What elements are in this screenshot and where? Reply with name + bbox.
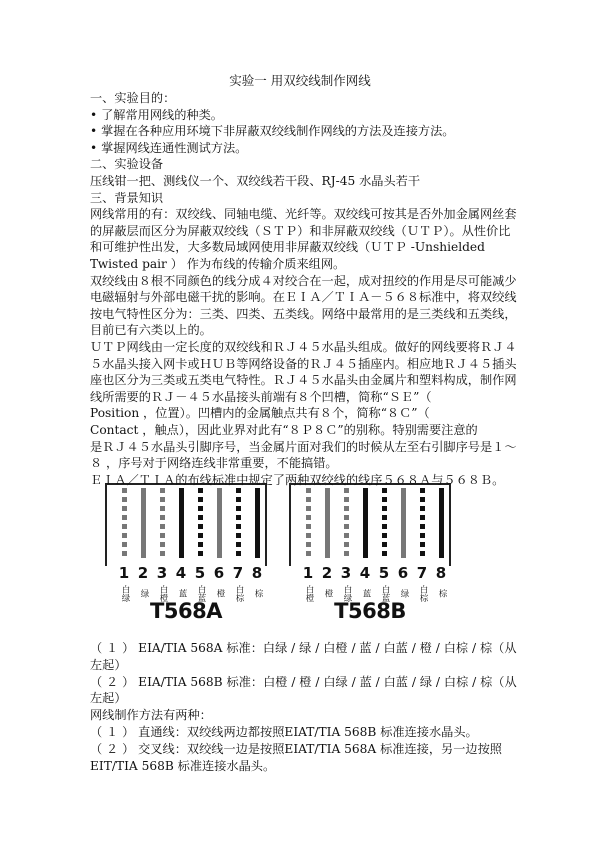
t568b-diagram: [288, 482, 452, 628]
text-line: （ １ ） EIA/TIA 568A 标准：白绿 / 绿 / 白橙 / 蓝 / 白蓝 / 橙 / 白棕 / 棕（从: [90, 641, 517, 655]
wire-6: [401, 488, 406, 558]
pin-number: 7: [232, 564, 244, 582]
text-line: 座也区分为三类或五类电气特性。ＲＪ４５水晶头由金属片和塑料构成，制作网: [90, 373, 517, 388]
wire-color-label: 白绿: [120, 584, 130, 602]
text-line: 压线钳一把、测线仪一个、双绞线若干段、RJ-45 水晶头若干: [90, 174, 421, 188]
text-line: EIT/TIA 568B 标准连接水晶头。: [90, 758, 276, 773]
text-line: 三、背景知识: [90, 190, 164, 205]
text-line: ＥＩＡ／ＴＩＡ的布线标准中规定了两种双绞线的线序５６８Ａ与５６８Ｂ。: [90, 472, 505, 487]
pin-number: 2: [137, 564, 149, 582]
pin-number: 3: [340, 564, 352, 582]
t568b-connector-outline: [288, 482, 452, 572]
text-line: ８ ，序号对于网络连线非常重要，不能搞错。: [90, 456, 338, 471]
pin-number: 1: [118, 564, 130, 582]
text-line: （ ２ ） EIA/TIA 568B 标准：白橙 / 橙 / 白绿 / 蓝 / 白蓝 / 绿 / 白棕 / 棕（从: [90, 674, 517, 689]
pin-number: 6: [397, 564, 409, 582]
text-line: • 掌握网线连通性测试方法。: [90, 140, 248, 155]
wire-color-label: 绿: [139, 588, 149, 598]
text-line: 电磁辐射与外部电磁干扰的影响。在ＥＩＡ／ＴＩＡ－５６８标准中，将双绞线: [90, 290, 517, 305]
text-line: ５水晶头接入网卡或ＨＵＢ等网络设备的ＲＪ４５插座内。相应地ＲＪ４５插头: [90, 356, 517, 371]
wire-color-label: 棕: [437, 588, 447, 598]
wire-7: [420, 488, 425, 558]
wire-color-label: 橙: [215, 588, 225, 598]
text-line: • 掌握在各种应用环境下非屏蔽双绞线制作网线的方法及连接方法。: [90, 124, 455, 139]
pin-number: 5: [194, 564, 206, 582]
wire-color-label: 白绿: [342, 584, 352, 602]
wire-7: [236, 488, 241, 558]
wire-color-label: 白蓝: [380, 584, 390, 602]
text-line: 双绞线由８根不同颜色的线分成４对绞合在一起，成对扭绞的作用是尽可能减少: [90, 273, 517, 288]
wire-3: [160, 488, 165, 558]
text-line: Position ，位置）。凹槽内的金属触点共有８个，简称“８Ｃ”（: [90, 406, 430, 421]
wire-8: [439, 488, 444, 558]
pin-number: 8: [435, 564, 447, 582]
text-line: ＵＴＰ网线由一定长度的双绞线和ＲＪ４５水晶头组成。做好的网线要将ＲＪ４: [90, 340, 517, 354]
text-line: 的屏蔽层而区分为屏蔽双绞线（ＳＴＰ）和非屏蔽双绞线（ＵＴＰ）。从性价比: [90, 223, 511, 238]
document-title: 实验一 用双绞线制作网线: [229, 73, 371, 88]
text-line: （ １ ） 直通线：双绞线两边都按照EIAT/TIA 568B 标准连接水晶头。: [90, 725, 478, 739]
wire-color-label: 蓝: [177, 588, 187, 598]
wire-6: [217, 488, 222, 558]
text-line: 一、实验目的：: [90, 91, 176, 105]
wire-color-label: 白棕: [418, 584, 428, 602]
pin-number: 8: [251, 564, 263, 582]
text-line: Twisted pair ） 作为布线的传输介质来组网。: [90, 257, 346, 271]
text-line: （ ２ ） 交叉线：双绞线一边是按照EIAT/TIA 568A 标准连接，另一边按照: [90, 741, 502, 756]
wire-color-label: 蓝: [361, 588, 371, 598]
wire-color-label: 白橙: [304, 584, 314, 602]
text-line: 左起）: [90, 657, 127, 672]
pin-number: 3: [156, 564, 168, 582]
wire-color-label: 橙: [323, 588, 333, 598]
wire-2: [325, 488, 330, 558]
wire-5: [198, 488, 203, 558]
pin-number: 7: [416, 564, 428, 582]
wire-color-label: 棕: [253, 588, 263, 598]
wire-8: [255, 488, 260, 558]
text-line: Contact ，触点），因此业界对此有“８Ｐ８Ｃ”的别称。特别需要注意的: [90, 423, 478, 437]
text-line: 二、实验设备: [90, 157, 164, 172]
wire-1: [122, 488, 127, 558]
wire-1: [306, 488, 311, 558]
wire-2: [141, 488, 146, 558]
wire-4: [179, 488, 184, 558]
wiring-figure: [104, 482, 447, 628]
wire-color-label: 绿: [399, 588, 409, 598]
t568a-connector-outline: [104, 482, 268, 572]
text-line: 按电气特性区分为：三类、四类、五类线。网络中最常用的是三类线和五类线，: [90, 306, 517, 321]
text-line: 网线制作方法有两种：: [90, 708, 212, 723]
pin-number: 1: [302, 564, 314, 582]
t568b-label: T568B: [334, 599, 406, 623]
pin-number: 6: [213, 564, 225, 582]
wire-color-label: 白橙: [158, 584, 168, 602]
wire-4: [363, 488, 368, 558]
wire-color-label: 白棕: [234, 584, 244, 602]
pin-number: 5: [378, 564, 390, 582]
text-line: • 了解常用网线的种类。: [90, 107, 223, 122]
t568a-diagram: [104, 482, 268, 628]
text-line: 网线常用的有：双绞线、同轴电缆、光纤等。双绞线可按其是否外加金属网丝套: [90, 207, 517, 222]
text-line: 左起）: [90, 691, 127, 706]
t568a-label: T568A: [150, 599, 222, 623]
text-line: 线所需要的ＲＪ－４５水晶接头前端有８个凹槽，简称“ＳＥ”（: [90, 389, 432, 404]
pin-number: 4: [359, 564, 371, 582]
text-line: 目前已有六类以上的。: [90, 323, 212, 338]
text-line: 和可维护性出发，大多数局域网使用非屏蔽双绞线（ＵＴＰ -Unshielded: [90, 240, 485, 255]
wire-color-label: 白蓝: [196, 584, 206, 602]
pin-number: 4: [175, 564, 187, 582]
wire-5: [382, 488, 387, 558]
text-line: 是ＲＪ４５水晶头引脚序号，当金属片面对我们的时候从左至右引脚序号是１～: [90, 439, 517, 454]
wire-3: [344, 488, 349, 558]
pin-number: 2: [321, 564, 333, 582]
